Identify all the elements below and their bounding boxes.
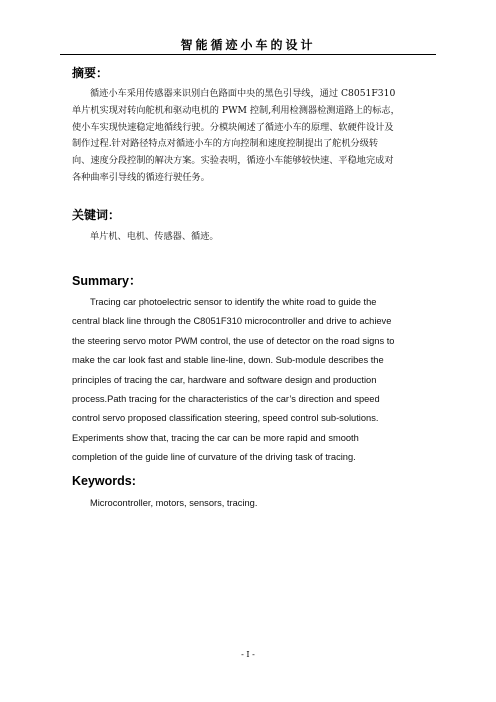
- abstract-body: [72, 86, 424, 187]
- abstract-heading: 摘要：: [72, 66, 109, 80]
- abstract-line: 制作过程.针对路径特点对循迹小车的方向控制和速度控制提出了舵机分级转: [72, 138, 379, 150]
- abstract-line: 单片机实现对转向舵机和驱动电机的 PWM 控制,利用检测器检测道路上的标志，: [72, 104, 400, 116]
- summary-line: control servo proposed classification steering, speed control sub-solutions.: [72, 413, 379, 424]
- summary-line: Experiments show that, tracing the car can be more rapid and smooth: [72, 432, 359, 443]
- summary-line: central black line through the C8051F310 microcontroller and drive to achieve: [72, 316, 392, 327]
- abstract-line: 向、速度分段控制的解决方案。实验表明，循迹小车能够较快速、平稳地完成对: [72, 155, 394, 167]
- summary-body: [72, 293, 428, 468]
- page-number: - I -: [241, 650, 255, 659]
- summary-line: process.Path tracing for the characteristics of the car’s direction and speed: [72, 393, 380, 404]
- keywords-cn-text: 单片机、电机、传感器、循迹。: [90, 231, 219, 242]
- abstract-line: 使小车实现快速稳定地循线行驶。分模块阐述了循迹小车的原理、软硬件设计及: [72, 121, 394, 133]
- header-rule: [60, 54, 436, 55]
- summary-line: Tracing car photoelectric sensor to identify the white road to guide the: [90, 297, 377, 307]
- summary-line: make the car look fast and stable line-line, down. Sub-module describes the: [72, 355, 384, 366]
- keywords-cn-heading: 关键词：: [72, 208, 121, 222]
- keywords-en-text: Microcontroller, motors, sensors, tracing.: [90, 498, 258, 508]
- summary-line: principles of tracing the car, hardware and software design and production: [72, 374, 377, 385]
- summary-heading: Summary：: [72, 274, 142, 288]
- summary-line: completion of the guide line of curvature of the driving task of tracing.: [72, 452, 356, 463]
- abstract-line: 各种曲率引导线的循迹行驶任务。: [72, 171, 210, 183]
- running-header-title: 智能循迹小车的设计: [180, 38, 316, 52]
- summary-line: the steering servo motor PWM control, the use of detector on the road signs to: [72, 335, 395, 346]
- keywords-en-heading: Keywords:: [72, 474, 136, 488]
- abstract-line: 循迹小车采用传感器来识别白色路面中央的黑色引导线，通过 C8051F310: [90, 88, 396, 99]
